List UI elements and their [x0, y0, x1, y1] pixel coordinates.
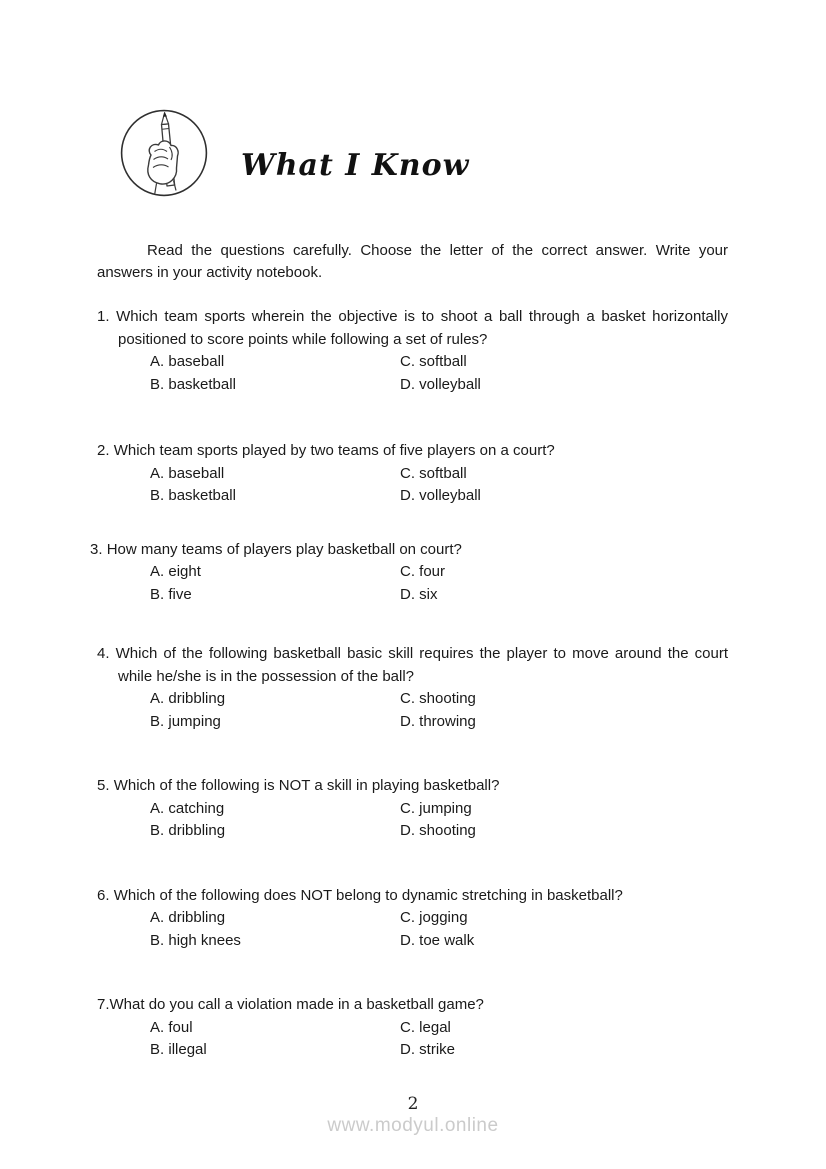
question-text: Which team sports wherein the objective is to shoot a ball through a basket horizontally positioned to score points while following a set of rules? — [116, 308, 728, 348]
question-text: What do you call a violation made in a basketball game? — [109, 996, 484, 1013]
option — [150, 1017, 400, 1040]
watermark-text: www.modyul.online — [327, 1115, 499, 1136]
question-text: Which of the following is NOT a skill in playing basketball? — [113, 777, 500, 794]
option — [400, 1039, 728, 1062]
option-text: foul — [168, 1018, 193, 1036]
question — [97, 775, 728, 843]
question-options — [97, 798, 728, 843]
option-text: shooting — [419, 822, 476, 839]
option-text: softball — [419, 464, 467, 482]
option-text: basketball — [168, 487, 236, 504]
option-label: D. — [400, 375, 415, 393]
option-label: A. — [150, 909, 165, 926]
option-text: six — [419, 585, 438, 603]
option-label: B. — [150, 585, 165, 603]
option — [150, 561, 400, 584]
option — [400, 711, 728, 734]
option-label: D. — [400, 822, 415, 839]
option — [400, 930, 728, 953]
option-label: C. — [400, 690, 415, 707]
hand-writing-pencil-icon — [120, 109, 208, 197]
option-label: B. — [150, 375, 165, 393]
option-label: C. — [400, 464, 415, 482]
option-label: B. — [150, 712, 165, 730]
page-number: 2 — [407, 1094, 419, 1114]
option — [150, 463, 400, 486]
question-text: How many teams of players play basketball on court? — [106, 540, 462, 558]
option — [400, 798, 728, 821]
option-label: C. — [400, 909, 415, 926]
question — [97, 994, 728, 1062]
option-text: illegal — [168, 1041, 207, 1058]
question-number: 2. — [97, 442, 114, 459]
option — [400, 1017, 728, 1040]
option-label: A. — [150, 464, 165, 482]
option — [400, 907, 728, 930]
option-text: baseball — [168, 464, 225, 482]
option-label: D. — [400, 487, 415, 504]
option-text: high knees — [168, 931, 241, 949]
option-text: strike — [419, 1041, 456, 1058]
question-text: Which of the following basketball basic skill requires the player to move around the court while he/she is in the possession of the ball? — [115, 645, 728, 685]
option — [150, 820, 400, 843]
question-text: Which team sports played by two teams of five players on a court? — [113, 442, 555, 459]
option — [150, 485, 400, 508]
option-text: jogging — [419, 909, 468, 926]
option-text: legal — [419, 1018, 451, 1036]
option-text: eight — [168, 563, 201, 580]
question-options — [97, 907, 728, 952]
option-text: jumping — [168, 712, 221, 730]
instructions-text: Read the questions carefully. Choose the letter of the correct answer. Write your answers in your activity notebook. — [97, 242, 728, 281]
question-number: 3. — [90, 540, 107, 558]
option — [400, 463, 728, 486]
question — [97, 440, 728, 508]
option — [400, 561, 728, 584]
option-label: C. — [400, 353, 415, 370]
question-options — [97, 351, 728, 396]
option-text: volleyball — [419, 375, 481, 393]
question — [97, 885, 728, 953]
option — [150, 1039, 400, 1062]
option — [400, 485, 728, 508]
question-number: 5. — [97, 777, 114, 794]
question-number: 4. — [97, 645, 116, 662]
question-options — [97, 561, 728, 606]
option — [400, 351, 728, 374]
questions — [90, 306, 728, 1062]
question-number: 6. — [97, 886, 114, 904]
question-options — [97, 688, 728, 733]
option-text: volleyball — [419, 487, 481, 504]
option-label: D. — [400, 712, 415, 730]
question — [97, 306, 728, 396]
option — [150, 798, 400, 821]
question-text: Which of the following does NOT belong to dynamic stretching in basketball? — [113, 886, 623, 904]
question-number: 7. — [97, 996, 110, 1013]
option-text: baseball — [168, 353, 225, 370]
question-number: 1. — [97, 308, 117, 325]
option-label: D. — [400, 931, 415, 949]
option-text: softball — [419, 353, 467, 370]
page-title: What I Know — [241, 148, 470, 183]
question — [97, 643, 728, 733]
option-text: toe walk — [419, 931, 475, 949]
option — [150, 374, 400, 397]
option — [400, 374, 728, 397]
option-text: throwing — [419, 712, 476, 730]
question — [90, 539, 728, 607]
option-label: A. — [150, 1018, 165, 1036]
option-label: B. — [150, 1041, 165, 1058]
question-options — [97, 463, 728, 508]
option-text: five — [168, 585, 192, 603]
option — [150, 688, 400, 711]
option-label: C. — [400, 799, 415, 817]
option-label: A. — [150, 353, 165, 370]
option-label: C. — [400, 563, 415, 580]
option-text: dribbling — [168, 909, 226, 926]
option-label: D. — [400, 1041, 415, 1058]
option-text: catching — [168, 799, 225, 817]
option-label: A. — [150, 799, 165, 817]
option — [150, 930, 400, 953]
option-text: dribbling — [168, 822, 226, 839]
option-label: C. — [400, 1018, 415, 1036]
option-label: D. — [400, 585, 415, 603]
option-label: A. — [150, 690, 165, 707]
option — [150, 584, 400, 607]
content — [90, 240, 728, 1062]
option-text: shooting — [419, 690, 476, 707]
option — [150, 351, 400, 374]
option — [400, 688, 728, 711]
option-text: dribbling — [168, 690, 226, 707]
question-options — [97, 1017, 728, 1062]
option-text: basketball — [168, 375, 236, 393]
option-label: B. — [150, 487, 165, 504]
option-label: A. — [150, 563, 165, 580]
option-label: B. — [150, 931, 165, 949]
option-text: jumping — [419, 799, 472, 817]
option-label: B. — [150, 822, 165, 839]
option — [400, 584, 728, 607]
option-text: four — [419, 563, 446, 580]
option — [150, 907, 400, 930]
option — [400, 820, 728, 843]
option — [150, 711, 400, 734]
